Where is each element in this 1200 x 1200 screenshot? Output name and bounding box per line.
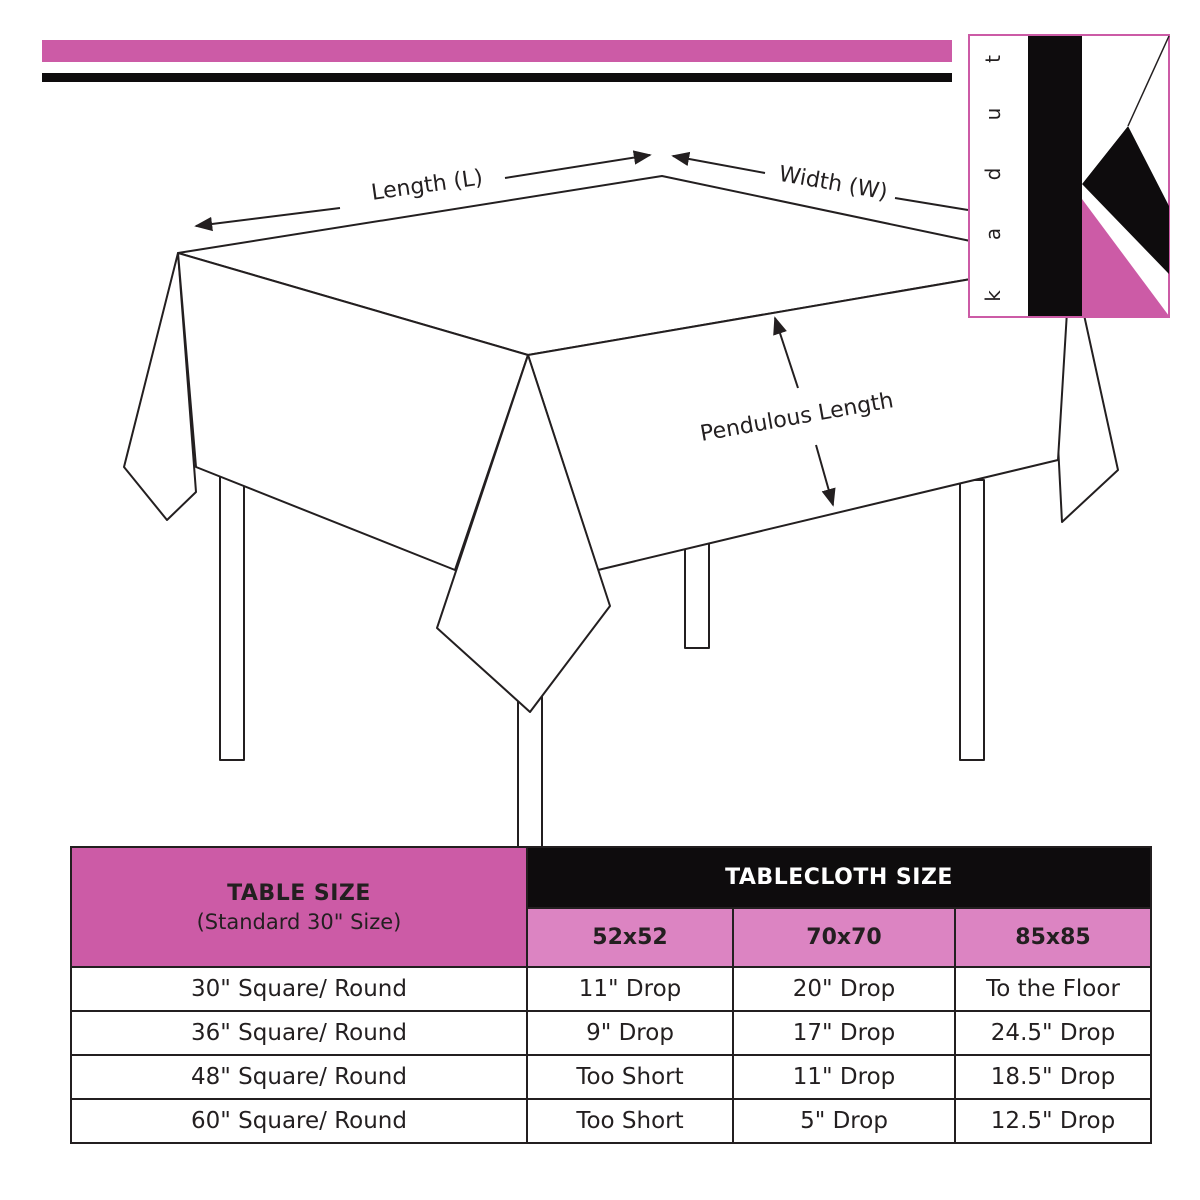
logo-letter-5: t: [981, 55, 1005, 63]
table-size-title: TABLE SIZE: [227, 880, 371, 906]
table-row: [71, 1099, 1151, 1143]
size-chart-table: [70, 846, 1152, 1144]
logo-letter-4: u: [981, 107, 1005, 121]
table-cell: Too Short: [527, 1099, 733, 1143]
length-arrow-right: [505, 155, 650, 178]
logo-letter-2: a: [981, 227, 1005, 241]
length-arrow-left: [196, 208, 340, 226]
table-row: [71, 1011, 1151, 1055]
table-cell: 12.5" Drop: [955, 1099, 1151, 1143]
logo-k-stem: [1028, 36, 1082, 316]
logo-letter-1: k: [981, 290, 1005, 302]
row-label: 36" Square/ Round: [71, 1011, 527, 1055]
table-cell: 20" Drop: [733, 967, 955, 1011]
pendulous-length-label: Pendulous Length: [698, 388, 896, 447]
column-header: 85x85: [955, 908, 1151, 968]
logo-letter-3: d: [981, 167, 1005, 181]
table-cell: 18.5" Drop: [955, 1055, 1151, 1099]
tablecloth-size-header: TABLECLOTH SIZE: [527, 847, 1151, 908]
row-label: 30" Square/ Round: [71, 967, 527, 1011]
row-label: 48" Square/ Round: [71, 1055, 527, 1099]
table-size-subtitle: (Standard 30" Size): [196, 909, 402, 934]
table-cell: 17" Drop: [733, 1011, 955, 1055]
width-arrow-right: [895, 198, 968, 210]
table-row: [71, 1055, 1151, 1099]
table-cell: To the Floor: [955, 967, 1151, 1011]
kadut-logo: [968, 34, 1170, 318]
table-cell: 11" Drop: [733, 1055, 955, 1099]
table-cell: 24.5" Drop: [955, 1011, 1151, 1055]
table-leg-right: [960, 480, 984, 760]
column-header: 52x52: [527, 908, 733, 968]
table-cell: 11" Drop: [527, 967, 733, 1011]
length-label: Length (L): [369, 165, 485, 206]
table-leg-back: [685, 540, 709, 648]
row-label: 60" Square/ Round: [71, 1099, 527, 1143]
table-leg-left: [220, 470, 244, 760]
table-cell: 5" Drop: [733, 1099, 955, 1143]
table-cell: Too Short: [527, 1055, 733, 1099]
column-header: 70x70: [733, 908, 955, 968]
table-leg-front: [518, 690, 542, 850]
table-size-header: [71, 847, 527, 967]
width-arrow-left: [673, 156, 765, 173]
width-label: Width (W): [776, 161, 890, 206]
table-row: [71, 967, 1151, 1011]
table-cell: 9" Drop: [527, 1011, 733, 1055]
